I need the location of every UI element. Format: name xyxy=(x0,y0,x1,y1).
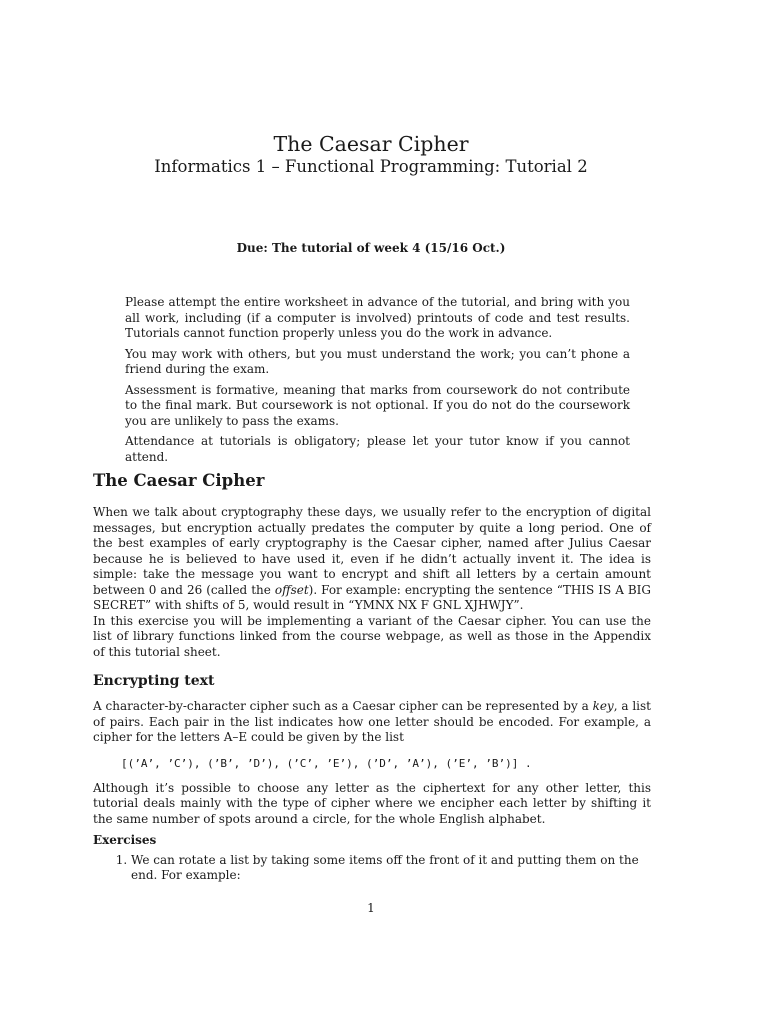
instructions-block xyxy=(125,295,630,470)
due-date: Due: The tutorial of week 4 (15/16 Oct.) xyxy=(236,241,506,255)
note-collaboration: You may work with others, but you must understand the work; you can’t phone a friend during the exam. xyxy=(125,346,630,376)
subsection-heading: Encrypting text xyxy=(93,673,215,689)
section-exercise-paragraph: In this exercise you will be implementing a variant of the Caesar cipher. You can use the list of library functions linked from the course webpage, as well as those in the Appendix of this tutorial sheet. xyxy=(93,613,651,659)
section-heading: The Caesar Cipher xyxy=(93,471,265,490)
main-content xyxy=(93,470,651,884)
note-assessment: Assessment is formative, meaning that marks from coursework do not contribute to the final mark. But coursework is not optional. If you do not do the coursework you are unlikely to pass the exams. xyxy=(125,382,630,428)
note-advance-work: Please attempt the entire worksheet in advance of the tutorial, and bring with you all work, including (if a computer is involved) printouts of code and test results. Tutorials cannot function properly unless you do the work in advance. xyxy=(125,295,630,340)
key-term: key xyxy=(592,699,614,713)
exercises-heading: Exercises xyxy=(93,833,157,847)
exercise-item: 1. We can rotate a list by taking some items off the front of it and putting them on the end. For example: xyxy=(131,853,651,884)
note-attendance: Attendance at tutorials is obligatory; please let your tutor know if you cannot attend. xyxy=(125,434,630,464)
document-title: The Caesar Cipher xyxy=(273,132,469,156)
document-subtitle: Informatics 1 – Functional Programming: Tutorial 2 xyxy=(154,157,588,176)
page-number: 1 xyxy=(367,901,375,915)
section-intro-paragraph: When we talk about cryptography these days, we usually refer to the encryption of digital messages, but encryption actually predates the computer by quite a long period. One of the best examples of early cryptography is the Caesar cipher, named after Julius Caesar because he is believed to have used it, even if he didn’t actually invent it. The idea is simple: take the message you want to encrypt and shift all letters by a certain amount between 0 and 26 (called the offset). For example: encrypting the sentence “THIS IS A BIG SECRET” with shifts of 5, would result in “YMNX NX F GNL XJHWJY”. xyxy=(93,505,651,612)
offset-term: offset xyxy=(274,582,309,597)
cipher-key-code: [(’A’, ’C’), (’B’, ’D’), (’C’, ’E’), (’D’, ’A’), (’E’, ’B’)] . xyxy=(121,756,532,770)
exercise-list xyxy=(93,853,651,884)
shift-cipher-paragraph: Although it’s possible to choose any letter as the ciphertext for any other letter, this tutorial deals mainly with the type of cipher where we encipher each letter by shifting it the same number of spots around a circle, for the whole English alphabet. xyxy=(93,780,651,826)
key-definition-paragraph: A character-by-character cipher such as a Caesar cipher can be represented by a key, a list of pairs. Each pair in the list indicates how one letter should be encoded. For example, a cipher for the letters A–E could be given by the list xyxy=(93,699,651,744)
